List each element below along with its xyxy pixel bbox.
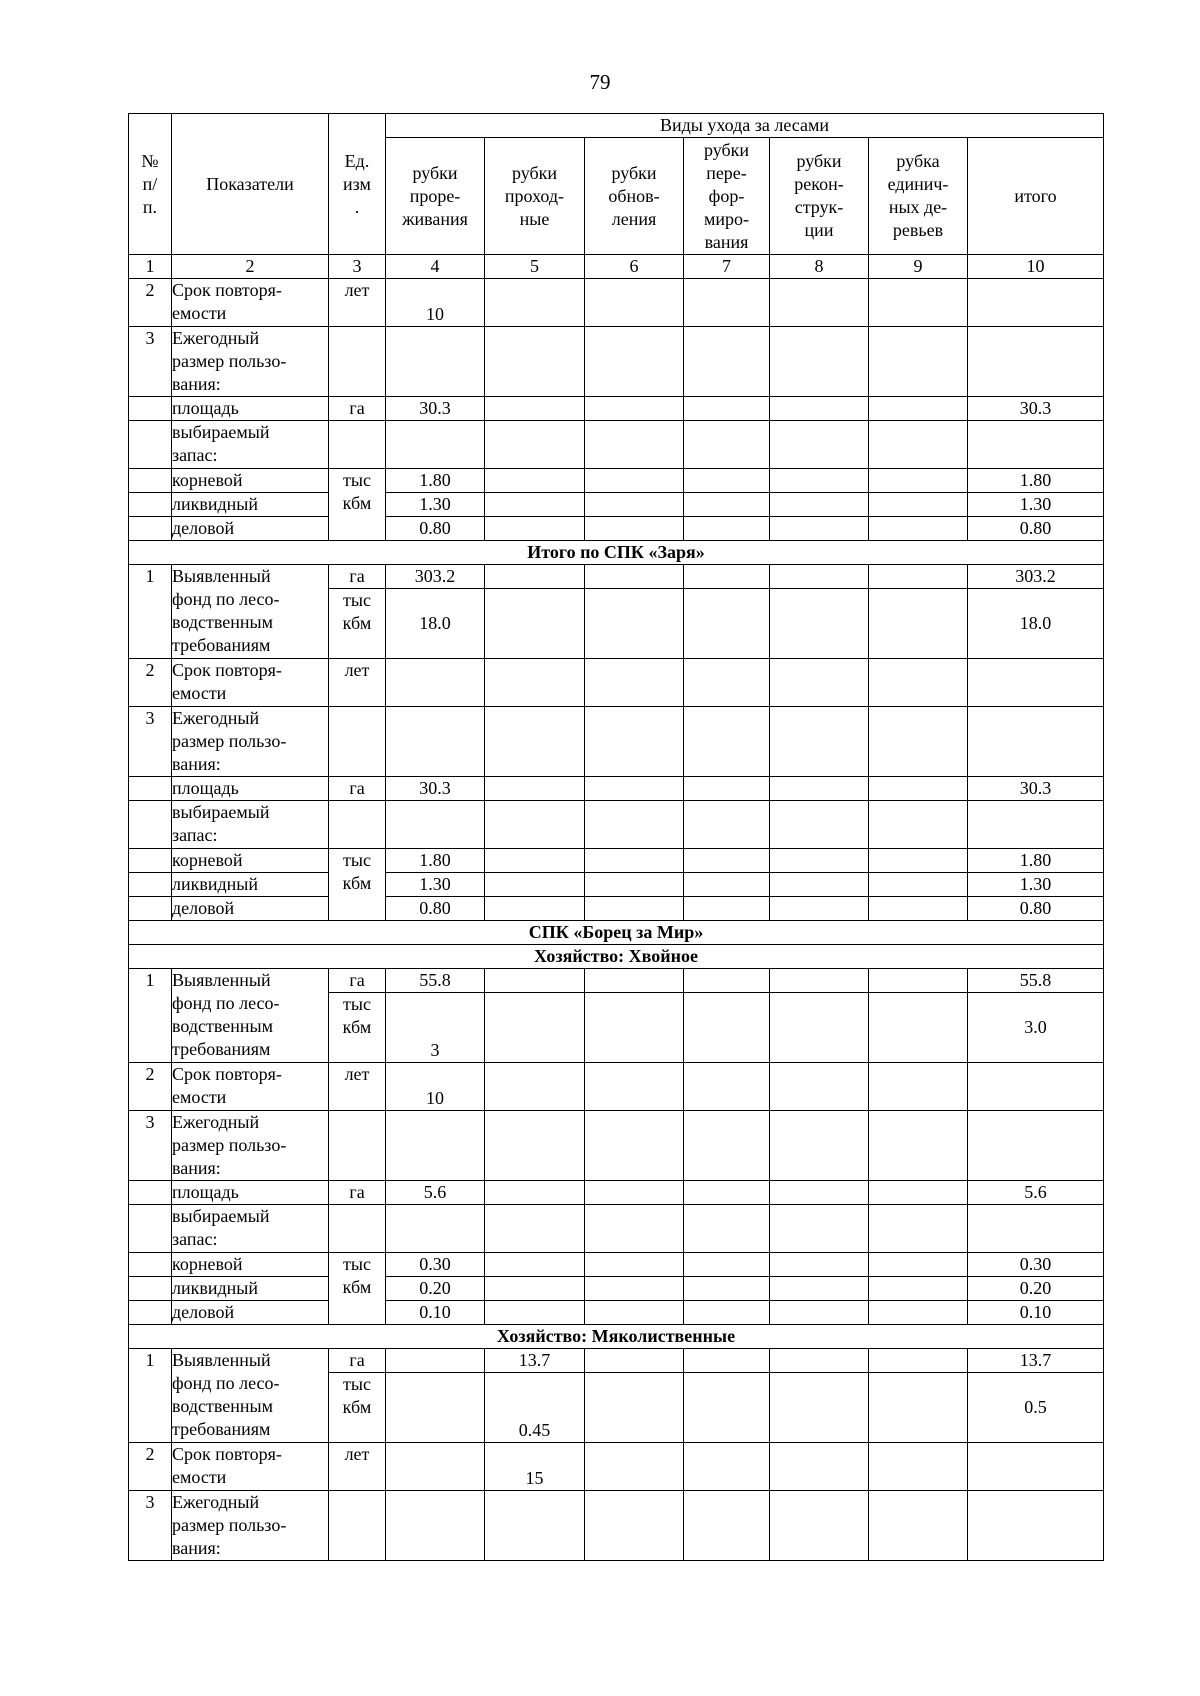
table-row: [129, 397, 1104, 421]
table-row: [129, 707, 1104, 777]
unit-cell: тыс кбм: [329, 993, 386, 1063]
index-cell: 10: [968, 255, 1104, 279]
indicator-label: ликвидный: [172, 1277, 329, 1301]
row-number: 3: [129, 1491, 172, 1561]
total-cell: 1.30: [968, 873, 1104, 897]
index-cell: 7: [684, 255, 770, 279]
indicator-label: площадь: [172, 777, 329, 801]
index-cell: 2: [172, 255, 329, 279]
value-cell: 10: [386, 1063, 485, 1111]
unit-cell: га: [329, 565, 386, 589]
indicator-label: Срок повторя- емости: [172, 279, 329, 327]
unit-cell: га: [329, 1349, 386, 1373]
index-cell: 6: [585, 255, 684, 279]
total-cell: 13.7: [968, 1349, 1104, 1373]
row-number: 1: [129, 565, 172, 659]
table-row: [129, 1253, 1104, 1277]
section-row: [129, 921, 1104, 945]
value-cell: 0.10: [386, 1301, 485, 1325]
indicator-label: Выявленный фонд по лесо- водственным требованиям: [172, 1349, 329, 1443]
table-row: [129, 777, 1104, 801]
total-cell: 18.0: [968, 589, 1104, 659]
indicator-label: корневой: [172, 1253, 329, 1277]
unit-cell: га: [329, 969, 386, 993]
row-number: 3: [129, 327, 172, 397]
total-cell: 1.80: [968, 469, 1104, 493]
indicator-label: площадь: [172, 1181, 329, 1205]
value-cell: 1.80: [386, 849, 485, 873]
indicator-label: ликвидный: [172, 493, 329, 517]
total-cell: 30.3: [968, 777, 1104, 801]
table-row: [129, 1277, 1104, 1301]
total-cell: 55.8: [968, 969, 1104, 993]
table-row: [129, 801, 1104, 849]
unit-cell: лет: [329, 1443, 386, 1491]
unit-cell: га: [329, 397, 386, 421]
row-number: 3: [129, 707, 172, 777]
value-cell: 0.30: [386, 1253, 485, 1277]
indicator-label: ликвидный: [172, 873, 329, 897]
total-cell: 0.80: [968, 897, 1104, 921]
table-row: [129, 469, 1104, 493]
unit-cell: тыс кбм: [329, 469, 386, 541]
table-row: [129, 1181, 1104, 1205]
indicator-label: выбираемый запас:: [172, 421, 329, 469]
unit-cell: тыс кбм: [329, 1253, 386, 1325]
unit-cell: тыс кбм: [329, 849, 386, 921]
value-cell: 1.30: [386, 873, 485, 897]
indicator-label: Срок повторя- емости: [172, 1443, 329, 1491]
row-number: 2: [129, 1443, 172, 1491]
table-row: [129, 565, 1104, 589]
table-row: [129, 1111, 1104, 1181]
section-subtitle: Хозяйство: Мяколиственные: [129, 1325, 1104, 1349]
header-renewal-cuts: рубки обнов- ления: [585, 138, 684, 255]
header-thinning: рубки проре- живания: [386, 138, 485, 255]
value-cell: 10: [386, 279, 485, 327]
unit-cell: лет: [329, 1063, 386, 1111]
total-cell: 30.3: [968, 397, 1104, 421]
value-cell: 303.2: [386, 565, 485, 589]
indicator-label: деловой: [172, 517, 329, 541]
indicator-label: деловой: [172, 897, 329, 921]
total-cell: 1.30: [968, 493, 1104, 517]
indicator-label: Выявленный фонд по лесо- водственным требованиям: [172, 969, 329, 1063]
value-cell: 0.80: [386, 517, 485, 541]
header-reconstruction-cuts: рубки рекон- струк- ции: [770, 138, 869, 255]
section-row: [129, 1325, 1104, 1349]
indicator-label: выбираемый запас:: [172, 801, 329, 849]
row-number: 1: [129, 969, 172, 1063]
indicator-label: Срок повторя- емости: [172, 1063, 329, 1111]
table-row: [129, 327, 1104, 397]
value-cell: 13.7: [485, 1349, 585, 1373]
value-cell: 0.80: [386, 897, 485, 921]
row-number: 1: [129, 1349, 172, 1443]
table-row: [129, 897, 1104, 921]
total-cell: 3.0: [968, 993, 1104, 1063]
table-row: [129, 1301, 1104, 1325]
row-number: 2: [129, 659, 172, 707]
total-cell: 303.2: [968, 565, 1104, 589]
unit-cell: лет: [329, 279, 386, 327]
value-cell: 3: [386, 993, 485, 1063]
index-cell: 5: [485, 255, 585, 279]
value-cell: 1.30: [386, 493, 485, 517]
indicator-label: площадь: [172, 397, 329, 421]
table-row: [129, 517, 1104, 541]
indicator-label: Ежегодный размер пользо- вания:: [172, 327, 329, 397]
page-number: 79: [589, 70, 611, 94]
indicator-label: корневой: [172, 849, 329, 873]
value-cell: 0.45: [485, 1373, 585, 1443]
value-cell: 5.6: [386, 1181, 485, 1205]
value-cell: 18.0: [386, 589, 485, 659]
value-cell: 30.3: [386, 397, 485, 421]
unit-cell: га: [329, 777, 386, 801]
unit-cell: тыс кбм: [329, 589, 386, 659]
index-cell: 1: [129, 255, 172, 279]
header-unit: Ед. изм .: [329, 114, 386, 255]
index-cell: 9: [869, 255, 968, 279]
table-row: [129, 1443, 1104, 1491]
total-cell: 0.20: [968, 1277, 1104, 1301]
value-cell: 0.20: [386, 1277, 485, 1301]
unit-cell: тыс кбм: [329, 1373, 386, 1443]
index-cell: 3: [329, 255, 386, 279]
indicator-label: корневой: [172, 469, 329, 493]
table-row: [129, 849, 1104, 873]
index-cell: 4: [386, 255, 485, 279]
table-row: [129, 421, 1104, 469]
value-cell: 30.3: [386, 777, 485, 801]
unit-cell: лет: [329, 659, 386, 707]
row-number: 2: [129, 1063, 172, 1111]
header-passing-cuts: рубки проход- ные: [485, 138, 585, 255]
value-cell: 1.80: [386, 469, 485, 493]
table-row: [129, 1063, 1104, 1111]
indicator-label: Срок повторя- емости: [172, 659, 329, 707]
header-num: № п/ п.: [129, 114, 172, 255]
section-title: Итого по СПК «Заря»: [129, 541, 1104, 565]
indicator-label: деловой: [172, 1301, 329, 1325]
table-row: [129, 1349, 1104, 1373]
indicator-label: Выявленный фонд по лесо- водственным требованиям: [172, 565, 329, 659]
total-cell: 5.6: [968, 1181, 1104, 1205]
header-single-tree-cut: рубка единич- ных де- ревьев: [869, 138, 968, 255]
header-reforming-cuts: рубки пере- фор- миро- вания: [684, 138, 770, 255]
table-row: [129, 659, 1104, 707]
table-row: [129, 279, 1104, 327]
index-row: [129, 255, 1104, 279]
total-cell: 1.80: [968, 849, 1104, 873]
header-total: итого: [968, 138, 1104, 255]
row-number: 2: [129, 279, 172, 327]
indicator-label: Ежегодный размер пользо- вания:: [172, 707, 329, 777]
table-row: [129, 969, 1104, 993]
section-title: СПК «Борец за Мир»: [129, 921, 1104, 945]
total-cell: 0.5: [968, 1373, 1104, 1443]
header-care-types-group: Виды ухода за лесами: [386, 114, 1104, 138]
table-row: [129, 493, 1104, 517]
indicator-label: Ежегодный размер пользо- вания:: [172, 1491, 329, 1561]
unit-cell: га: [329, 1181, 386, 1205]
forest-care-table: [128, 113, 1104, 1561]
header-row: [129, 114, 1104, 138]
row-number: 3: [129, 1111, 172, 1181]
indicator-label: Ежегодный размер пользо- вания:: [172, 1111, 329, 1181]
indicator-label: выбираемый запас:: [172, 1205, 329, 1253]
table-row: [129, 1491, 1104, 1561]
table-row: [129, 1205, 1104, 1253]
section-subtitle: Хозяйство: Хвойное: [129, 945, 1104, 969]
section-row: [129, 945, 1104, 969]
table-row: [129, 873, 1104, 897]
value-cell: 15: [485, 1443, 585, 1491]
header-indicator: Показатели: [172, 114, 329, 255]
section-row: [129, 541, 1104, 565]
index-cell: 8: [770, 255, 869, 279]
value-cell: 55.8: [386, 969, 485, 993]
total-cell: 0.30: [968, 1253, 1104, 1277]
total-cell: 0.80: [968, 517, 1104, 541]
total-cell: 0.10: [968, 1301, 1104, 1325]
